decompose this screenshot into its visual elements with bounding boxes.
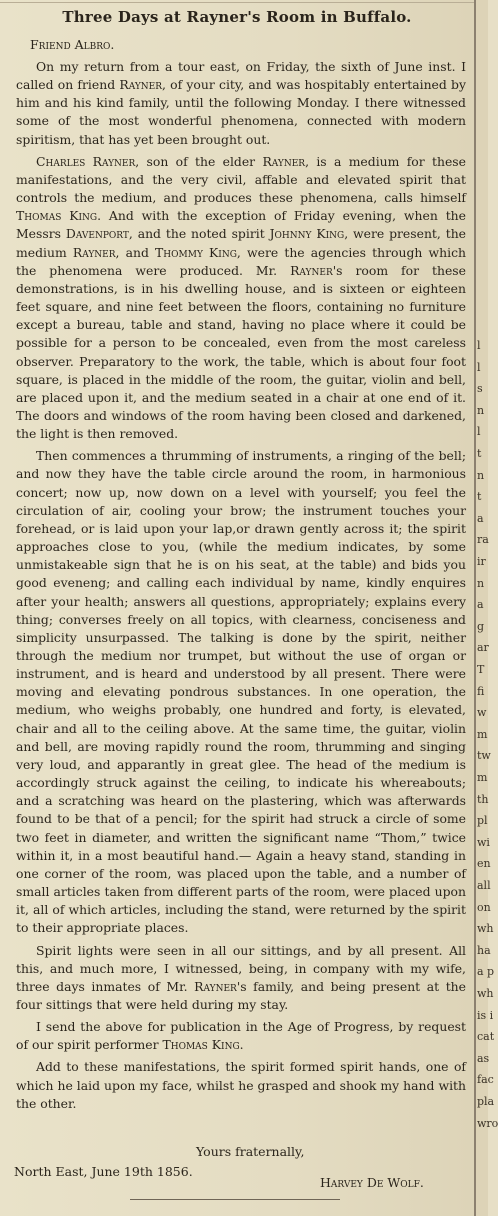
adjacent-column-fragment: ra [477,533,489,547]
adjacent-column-fragment: m [477,727,488,741]
text-run: . [239,1037,244,1053]
closing-line: Yours fraternally, [196,1144,305,1159]
proper-name: Rayner [262,153,306,169]
text-run: Add to these manifestations, the spirit formed spirit hands, one of which he laid upon my face, whilst he grasped and shook my hand with the other. [16,1059,466,1111]
adjacent-column-fragment: a p [477,965,495,979]
proper-name: Thommy King [155,244,237,260]
adjacent-column-fragment: en [477,857,491,871]
adjacent-column-fragment: a [477,511,484,525]
adjacent-column-fragment: wi [477,835,490,849]
proper-name: Thomas King [162,1037,240,1053]
adjacent-column-fragment: wro [477,1116,498,1130]
adjacent-column-fragment: s [477,382,483,396]
text-run: , and the noted spirit [128,226,270,242]
proper-name: Thomas King [16,208,98,224]
text-run: . And with the exception of Friday evening, when the Messrs [16,208,466,242]
text-run: , of your city, and was hospitably entertained by him and his kind family, until the following Monday. I there witnessed some of the most wonderful phenomena, connected with modern spiritism, that has yet been brought out. [16,77,466,147]
text-run: On my return from a tour east, on Friday, the sixth of June inst. I called on friend [16,59,466,93]
proper-name: Johnny King [269,226,345,242]
proper-name: Charles Rayner [36,153,136,169]
adjacent-column-fragment: n [477,576,485,590]
adjacent-column-fragment: w [477,706,487,720]
adjacent-column-fragment: ar [477,641,489,655]
adjacent-column-fragment: tw [477,749,491,763]
article-body [16,58,466,1117]
text-run: Spirit lights were seen in all our sittings, and by all present. All this, and much more, I witnessed, being, in company with my wife, three days inmates of Mr. [16,942,466,994]
adjacent-column-fragment: g [477,619,485,633]
body-paragraph [16,1058,466,1112]
author-signature: Harvey De Wolf. [320,1175,424,1190]
proper-name: Rayner [290,262,333,278]
text-run: , were the agencies through which the phenomena were produced. Mr. [16,244,466,278]
proper-name: Davenport [65,226,129,242]
proper-name: Rayner [72,244,116,260]
adjacent-column-fragment: is i [477,1008,494,1022]
adjacent-column-fragment: th [477,792,489,806]
text-run: , were present, the medium [16,226,467,260]
text-run: I send the above for publication in the Age of Progress, by request of our spirit performer [16,1019,466,1053]
adjacent-column-edge [476,0,498,1216]
adjacent-column-fragment: as [477,1051,490,1065]
adjacent-column-fragment: ha [477,943,491,957]
body-paragraph [16,153,466,444]
adjacent-column-fragment: t [477,447,482,460]
adjacent-column-fragment: a [477,598,484,612]
adjacent-column-fragment: pla [477,1095,495,1108]
bottom-divider [130,1199,340,1200]
adjacent-column-fragment: n [477,403,485,417]
top-divider [0,2,474,3]
adjacent-column-fragment: pl [477,814,488,828]
body-paragraph [16,942,466,1015]
adjacent-column-fragment: fi [477,684,485,698]
text-run: , is a medium for these manifestations, and the very civil, affable and elevated spirit that controls the medium, and produces these phenomena, calls himself [16,153,466,206]
text-run: 's room for these demonstrations, is in his dwelling house, and is sixteen or eighteen feet square, and nine feet between the floors, containing no furniture except a bureau, table and stand, having no place where it could be possible for a person to be concealed, even from the most careless observer. Preparatory to the work, the table, which is about four foot square, is placed in the middle of the room, the guitar, violin and bell, are placed upon it, and the medium seated in a chair at one end of it. The doors and windows of the room having been closed and darkened, the light is then removed. [16,262,466,442]
body-paragraph [16,447,466,937]
adjacent-column-fragment: wh [477,922,494,936]
adjacent-column-fragment: l [477,360,481,374]
article-title: Three Days at Rayner's Room in Buffalo. [62,8,412,26]
proper-name: Rayner [194,978,237,994]
adjacent-column-fragment: n [477,468,485,482]
body-paragraph [16,1018,466,1054]
text-run: , and [115,244,156,260]
adjacent-column-fragment: wh [477,987,494,1000]
body-paragraph [16,58,466,149]
adjacent-column-fragment: all [477,879,491,892]
place-and-date: North East, June 19th 1856. [14,1164,193,1179]
text-run: , son of the elder [135,153,263,169]
adjacent-column-fragment: cat [477,1030,495,1044]
adjacent-column-fragment: T [477,663,485,676]
text-run: Then commences a thrumming of instruments, a ringing of the bell; and now they have the table circle around the room, in harmonious concert; now up, now down on a level with yourself; you feel the circulation of air, cooling your brow; the instrument touches your forehead, or is laid upon your lap,or drawn gently across it; the spirit approaches close to you, (while the medium indicates, by some unmistakeable sign that he is on his seat, at the table) and bids you good eveneng; and calling each individual by name, kindly enquires after your health; answers all questions, appropriately; explains every thing; converses freely on all topics, with clearness, conciseness and simplicity unsurpassed. The talking is done by the spirit, neither through the medium nor trumpet, but without the use of organ or instrument, and is heard and understood by all present. There were moving and elevating pondrous substances. In one operation, the medium, who weighs probably, one hundred and forty, is elevated, chair and all to the ceiling above. At the same time, the guitar, violin and bell, are moving rapidly round the room, thrumming and singing very loud, and apparantly in great glee. The head of the medium is accordingly struck against the ceiling, to indicate his whereabouts; and a scratching was heard on the plastering, which was afterwards found to be that of a pencil; for the spirit had struck a circle of some two feet in diameter, and written the significant name “Thom,” twice within it, in a most beautiful hand.— Again a heavy stand, standing in one corner of the room, was placed upon the table, and a number of small articles taken from different parts of the room, were placed upon it, all of which articles, including the stand, were returned by the spirit to their appropriate places. [16,448,466,936]
adjacent-column-fragment: l [477,425,481,439]
adjacent-column-fragment: l [477,339,481,352]
adjacent-column-fragment: m [477,771,488,784]
adjacent-column-fragment: fac [477,1073,494,1087]
salutation: Friend Albro. [30,37,115,52]
adjacent-column-fragment: ir [477,555,486,568]
adjacent-column-fragment: t [477,490,482,504]
adjacent-column-fragment: on [477,900,491,914]
proper-name: Rayner [119,77,162,93]
text-run: 's family, and being present at the four sittings that were held during my stay. [16,978,466,1012]
